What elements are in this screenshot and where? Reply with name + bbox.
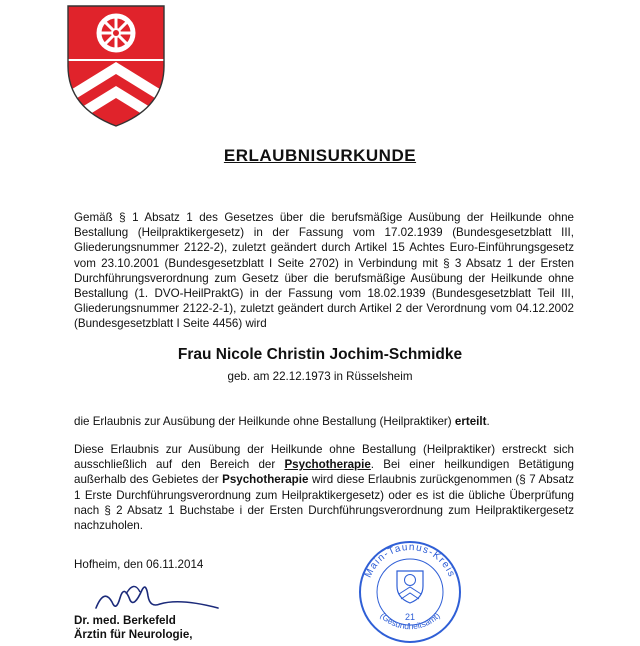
document-title: ERLAUBNISURKUNDE — [223, 146, 417, 165]
scope-restriction-paragraph — [74, 442, 574, 533]
signer-name: Dr. med. Berkefeld — [74, 614, 176, 627]
coat-of-arms-crest — [66, 4, 166, 128]
handwritten-signature — [90, 578, 220, 618]
psychotherapy-term-1: Psychotherapie — [284, 458, 371, 472]
signer-title: Ärztin für Neurologie, — [74, 628, 193, 641]
stamp-bottom-text: (Gesundheitsamt) — [378, 610, 442, 632]
scope-text-1: Diese Erlaubnis zur Ausübung der Heilkunde ohne Bestallung (Heilpraktiker) erstreckt sich ausschließlich auf den Bereich der — [74, 443, 574, 472]
psychotherapy-term-2: Psychotherapie — [222, 473, 309, 487]
legal-basis-paragraph: Gemäß § 1 Absatz 1 des Gesetzes über die berufsmäßige Ausübung der Heilkunde ohne Bestallung (Heilpraktikergesetz) in der Fassung vom 17.02.1939 (Bundesgesetzblatt III, Gliederungsnummer 2122-2), zuletzt geändert durch Artikel 15 Achtes Euro-Einführungsgesetz vom 23.10.2001 (Bundesgesetzblatt I Seite 2702) in Verbindung mit § 3 Absatz 1 der Ersten Durchführungsverordnung zum Gesetz über die berufsmäßige Ausübung der Heilkunde ohne Bestallung (1. DVO-HeilPraktG) in der Fassung vom 18.02.1939 (Bundesgesetzblatt Teil III, Gliederungsnummer 2122-2-1), zuletzt geändert durch Artikel 2 der Verordnung vom 04.12.2002 (Bundesgesetzblatt I Seite 4456) wird — [74, 211, 574, 331]
permission-text: die Erlaubnis zur Ausübung der Heilkunde ohne Bestallung (Heilpraktiker) — [74, 415, 455, 428]
recipient-birth-info: geb. am 22.12.1973 in Rüsselsheim — [227, 370, 413, 383]
svg-text:Main-Taunus-Kreis — [363, 542, 457, 580]
permission-granted-paragraph — [74, 414, 574, 429]
official-stamp — [352, 530, 468, 646]
scope-text-2: . Bei einer heilkundigen Betätigung außerhalb des Gebietes der — [74, 458, 574, 487]
signer-block — [74, 614, 193, 642]
place-and-date: Hofheim, den 06.11.2014 — [74, 558, 204, 571]
scope-text-3: wird diese Erlaubnis zurückgenommen (§ 7 Absatz 1 Erste Durchführungsverordnung zum Heilpraktikergesetz) oder es ist die übliche Überprüfung nach § 2 Absatz 1 Buchstabe i der Ersten Durchführungsverordnung zum Heilpraktikergesetz nachzuholen. — [74, 473, 574, 533]
stamp-crest-icon — [397, 571, 423, 603]
permission-period: . — [486, 415, 490, 428]
recipient-name: Frau Nicole Christin Jochim-Schmidke — [177, 346, 463, 363]
stamp-number: 21 — [404, 612, 416, 622]
wheel-emblem — [99, 16, 133, 50]
granted-word: erteilt — [454, 415, 487, 428]
stamp-top-text: Main-Taunus-Kreis — [362, 541, 458, 580]
